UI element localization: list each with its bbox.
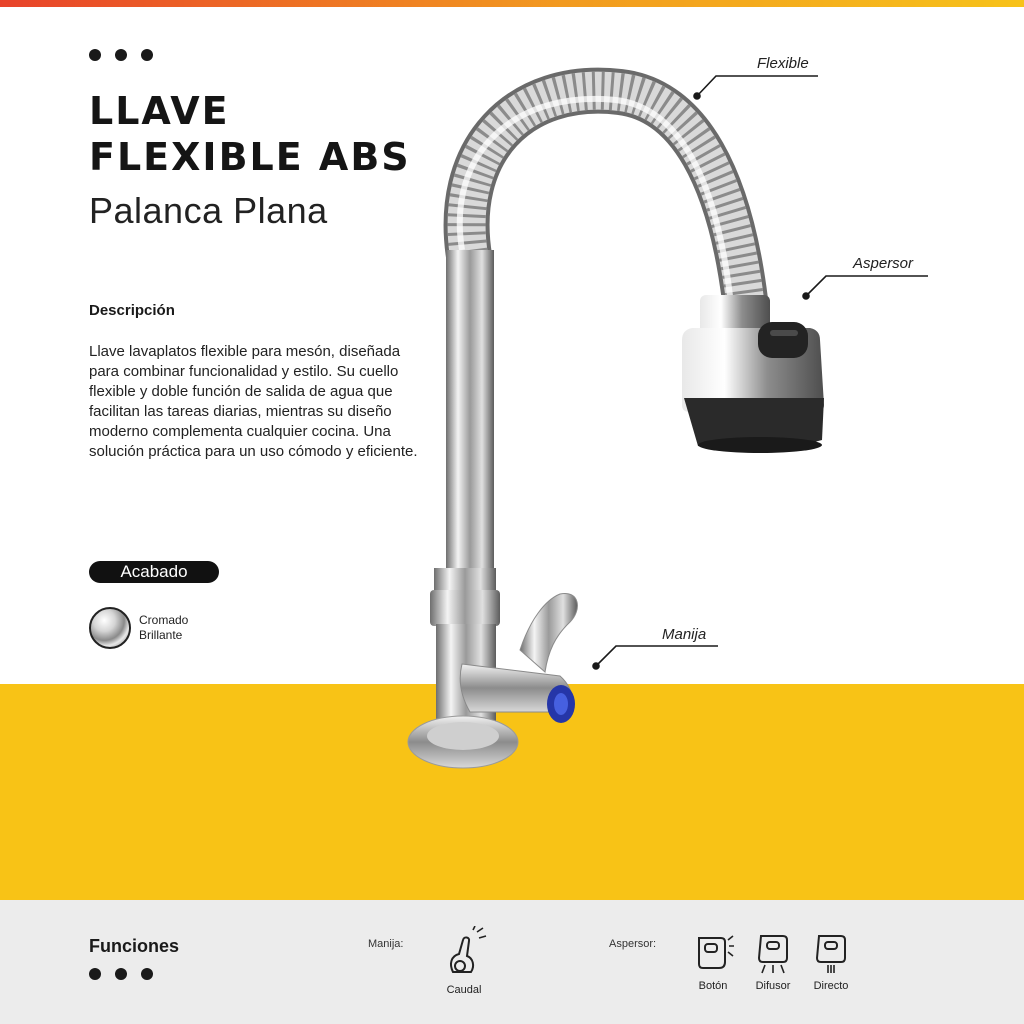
function-boton xyxy=(683,932,743,992)
flexible-hose xyxy=(460,91,745,300)
finish-heading-pill: Acabado xyxy=(89,561,219,583)
spray-head xyxy=(682,295,824,453)
faucet-neck xyxy=(446,250,494,580)
function-directo xyxy=(801,932,861,992)
functions-heading: Funciones xyxy=(89,936,180,956)
finish-option-line2: Brillante xyxy=(139,628,183,642)
description-body: Llave lavaplatos flexible para mesón, diseñada para combinar funcionalidad y estilo. Su cuello flexible y doble función de salida de agua que facilitan las tareas diarias, mientras su diseño moderno complementa cualquier cocina. Una solución práctica para un uso cómodo y eficiente. xyxy=(89,343,418,460)
diffuser-spray-icon xyxy=(751,932,795,974)
function-boton-label: Botón xyxy=(698,980,728,992)
button-spray-icon xyxy=(691,932,735,974)
title-line-1: LLAVE xyxy=(89,89,230,133)
function-caudal xyxy=(434,926,494,996)
product-subtitle: Palanca Plana xyxy=(89,190,328,231)
function-caudal-label: Caudal xyxy=(446,984,482,996)
callout-aspersor: Aspersor xyxy=(853,255,914,272)
callout-flexible: Flexible xyxy=(757,55,809,72)
function-difusor xyxy=(743,932,803,992)
decorative-dots-footer xyxy=(89,968,153,980)
finish-option-line1: Cromado xyxy=(139,613,189,627)
flow-lever-icon xyxy=(439,926,489,978)
function-difusor-label: Difusor xyxy=(755,980,791,992)
spray-toggle-button xyxy=(758,322,808,358)
direct-spray-icon xyxy=(809,932,853,974)
manija-functions-label: Manija: xyxy=(368,938,404,950)
title-line-2: FLEXIBLE ABS xyxy=(89,135,411,179)
function-directo-label: Directo xyxy=(813,980,849,992)
callout-manija: Manija xyxy=(662,626,707,643)
description-heading: Descripción xyxy=(89,302,175,319)
aspersor-functions-label: Aspersor: xyxy=(609,938,657,950)
